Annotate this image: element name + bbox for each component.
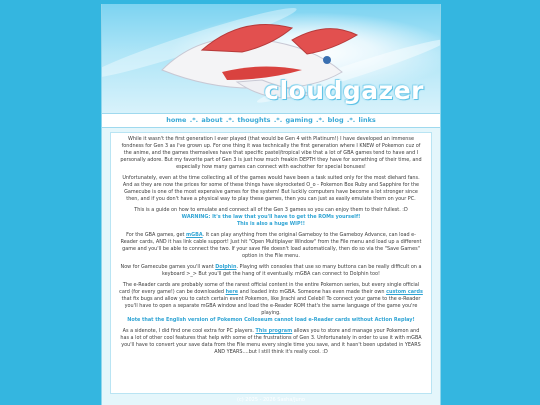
gba-text-start: For the GBA games, get bbox=[126, 232, 187, 238]
gba-text-end: . It can play anything from the original Gameboy to the Gameboy Advance, can load e-Reader cards, AND it has link cable support! Just hit "Open Multiplayer Window" from the File menu and load up a different game and you'll be able to connect the two. If your save file doesn't load automatically, then do so via the "Save Games" option in the File menu. bbox=[120, 232, 422, 259]
nav-gaming[interactable]: gaming bbox=[285, 116, 313, 124]
nav-separator: .*. bbox=[346, 116, 356, 124]
emulation-paragraph: Unfortunately, even at the time collecting all of the games would have been a task suited only for the most diehard fans. And as they are now the prices for some of these things have skyrocketed O_o - Pokemon Box Ruby and Sapphire for the Gamecube is one of the most expensive games for the system! But luckily computers have become a lot stronger since then, and if you don't have a physical way to play these games, then you can just as easily emulate them on your PC. bbox=[122, 175, 420, 202]
guide-intro bbox=[119, 207, 423, 228]
rom-warning: WARNING: It's the law that you'll have to get the ROMs yourself! bbox=[181, 214, 361, 220]
header-banner bbox=[102, 4, 440, 113]
ereader-paragraph bbox=[119, 282, 423, 324]
ereader-text-mid: and loaded into mGBA. Someone has even made their own bbox=[238, 289, 387, 295]
nav-separator: .*. bbox=[225, 116, 235, 124]
ereader-download-link[interactable]: here bbox=[225, 289, 239, 295]
ereader-text-end: that fix bugs and allow you to catch certain event Pokemon, like Jirachi and Celebi! To connect your game to the e-Reader you'll have to open a separate mGBA window and load the e-Reader ROM that's the same language of the game you're playing. bbox=[121, 296, 421, 316]
guide-intro-text: This is a guide on how to emulate and connect all of the Gen 3 games so you can enjoy them to their fullest. :D bbox=[134, 207, 408, 213]
custom-cards-link[interactable]: custom cards bbox=[386, 289, 423, 295]
mgba-link[interactable]: mGBA bbox=[186, 232, 203, 238]
intro-paragraph: While it wasn't the first generation I ever played (that would be Gen 4 with Platinum!) I have developed an immense fondness for Gen 3 as I've grown up. For one thing it was technically the first generation where I KNEW of Pokemon cuz of the anime, and the games themselves have that specific pastel/tropical vibe that a lot of GBA games tend to have and I personally adore. But my favorite part of Gen 3 is just how much freakin DEPTH they have for something of their time, and especially how many games can connect with eachother for special bonuses! bbox=[120, 136, 422, 170]
gamecube-paragraph bbox=[119, 264, 423, 278]
pc-program-link[interactable]: This program bbox=[255, 328, 293, 334]
nav-separator: .*. bbox=[273, 116, 283, 124]
nav-blog[interactable]: blog bbox=[327, 116, 344, 124]
gba-paragraph bbox=[119, 232, 423, 260]
wip-warning: This is also a huge WIP!! bbox=[236, 221, 306, 227]
sidenote-text-end: allows you to store and manage your Pokemon and has a lot of other cool features that help with some of the frustrations of Gen 3. Unfortunately in order to use it with mGBA you'll have to convert your save data from the File menu every single time you save, and it hasn't been updated in YEARS AND YEARS....but I still think it's really cool. :D bbox=[120, 328, 422, 355]
main-nav bbox=[102, 113, 440, 128]
sidenote-paragraph bbox=[119, 328, 423, 356]
nav-separator: .*. bbox=[189, 116, 199, 124]
nav-separator: .*. bbox=[316, 116, 325, 124]
nav-links[interactable]: links bbox=[358, 116, 376, 124]
gamecube-text-start: Now for Gamecube games you'll want bbox=[120, 264, 216, 270]
page-container bbox=[101, 4, 441, 405]
nav-about[interactable]: about bbox=[201, 116, 223, 124]
ereader-text-start: The e-Reader cards are probably some of the rarest official content in the entire Pokemon series, but every single official card (for every game!) can be downloaded bbox=[119, 282, 420, 295]
colosseum-note: Note that the English version of Pokemon Colloseum cannot load e-Reader cards without Action Replay! bbox=[127, 317, 415, 323]
site-logo[interactable]: cloudgazer bbox=[264, 76, 424, 105]
nav-home[interactable]: home bbox=[166, 116, 187, 124]
nav-thoughts[interactable]: thoughts bbox=[237, 116, 271, 124]
sidenote-text-start: As a sidenote, I did find one cool extra for PC players. bbox=[122, 328, 256, 334]
article-content bbox=[110, 132, 432, 394]
dolphin-link[interactable]: Dolphin bbox=[215, 264, 237, 270]
footer-copyright: (c) 2025 - 2026 Sasha/Juno bbox=[237, 397, 305, 403]
gamecube-text-end: . Playing with consoles that use so many buttons can be really difficult on a keyboard >_> But you'll get the hang of it eventually. mGBA can connect to Dolphin too! bbox=[162, 264, 422, 277]
